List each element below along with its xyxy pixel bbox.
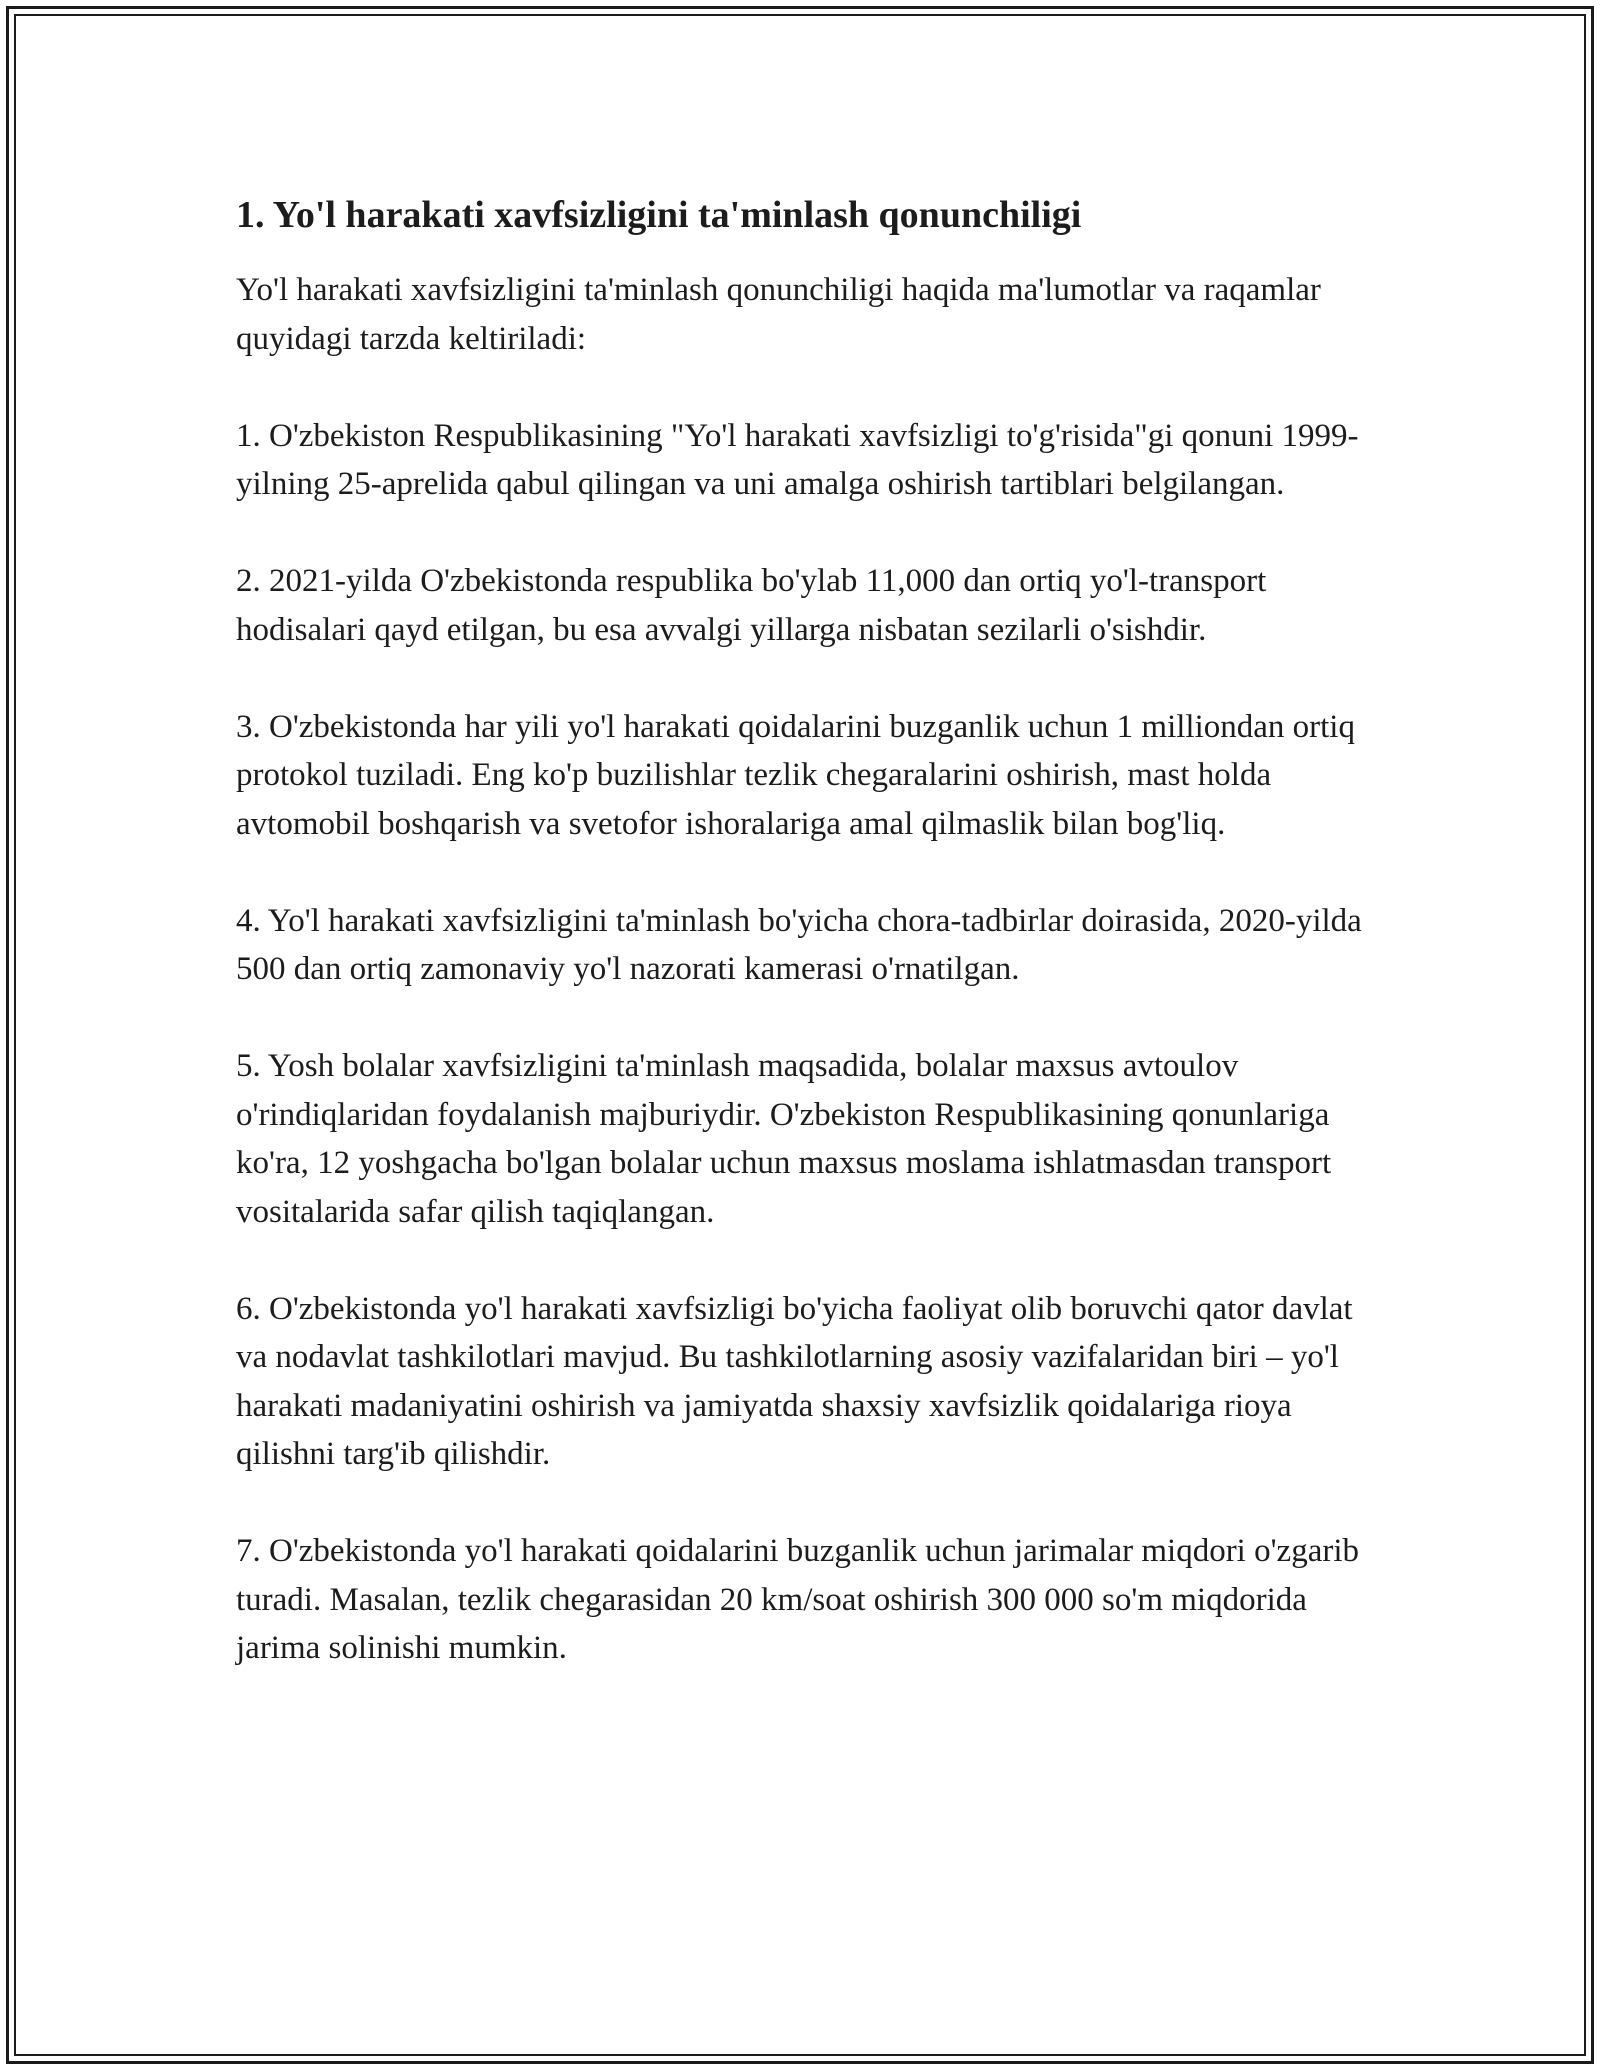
point-6: 6. O'zbekistonda yo'l harakati xavfsizligi bo'yicha faoliyat olib boruvchi qator davlat va nodavlat tashkilotlari mavjud. Bu tashkilotlarning asosiy vazifalaridan biri – yo'l harakati madaniyatini oshirish va jamiyatda shaxsiy xavfsizlik qoidalariga rioya qilishni targ'ib qilishdir. (236, 1290, 1353, 1472)
document-title: 1. Yo'l harakati xavfsizligini ta'minlash qonunchiligi (236, 194, 1082, 236)
document-body (236, 188, 1376, 1721)
point-4: 4. Yo'l harakati xavfsizligini ta'minlash bo'yicha chora-tadbirlar doirasida, 2020-yilda 500 dan ortiq zamonaviy yo'l nazorati kamerasi o'rnatilgan. (236, 902, 1362, 987)
point-1: 1. O'zbekiston Respublikasining "Yo'l harakati xavfsizligi to'g'risida"gi qonuni 1999-yilning 25-aprelida qabul qilingan va uni amalga oshirish tartiblari belgilangan. (236, 417, 1359, 502)
point-5: 5. Yosh bolalar xavfsizligini ta'minlash maqsadida, bolalar maxsus avtoulov o'rindiqlaridan foydalanish majburiydir. O'zbekiston Respublikasining qonunlariga ko'ra, 12 yoshgacha bo'lgan bolalar uchun maxsus moslama ishlatmasdan transport vositalarida safar qilish taqiqlangan. (236, 1048, 1332, 1230)
intro-paragraph: Yo'l harakati xavfsizligini ta'minlash qonunchiligi haqida ma'lumotlar va raqamlar quyidagi tarzda keltiriladi: (236, 272, 1321, 357)
point-3: 3. O'zbekistonda har yili yo'l harakati qoidalarini buzganlik uchun 1 milliondan ortiq protokol tuziladi. Eng ko'p buzilishlar tezlik chegaralarini oshirish, mast holda avtomobil boshqarish va svetofor ishoralariga amal qilmaslik bilan bog'liq. (236, 708, 1355, 842)
point-2: 2. 2021-yilda O'zbekistonda respublika bo'ylab 11,000 dan ortiq yo'l-transport hodisalari qayd etilgan, bu esa avvalgi yillarga nisbatan sezilarli o'sishdir. (236, 563, 1267, 648)
point-7: 7. O'zbekistonda yo'l harakati qoidalarini buzganlik uchun jarimalar miqdori o'zgarib turadi. Masalan, tezlik chegarasidan 20 km/soat oshirish 300 000 so'm miqdorida jarima solinishi mumkin. (236, 1533, 1359, 1666)
